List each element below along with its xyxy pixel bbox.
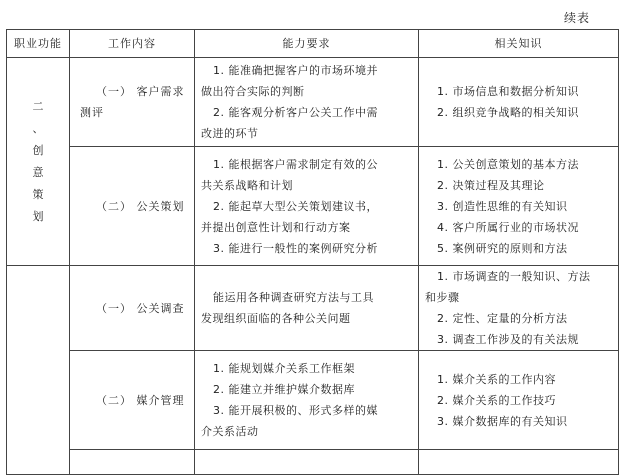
- function-char: 意: [32, 165, 44, 179]
- ability-line: 共关系战略和计划: [201, 178, 293, 192]
- knowledge-line: 3. 调查工作涉及的有关法规: [437, 333, 579, 346]
- ability-cell: [195, 58, 419, 147]
- ability-line: 1. 能规划媒介关系工作框架: [213, 362, 355, 375]
- ability-line: 改进的环节: [201, 127, 259, 140]
- knowledge-line: 3. 媒介数据库的有关知识: [437, 414, 568, 428]
- header-row: [7, 30, 619, 58]
- content-cell: [70, 147, 195, 266]
- function-char: 策: [32, 187, 44, 201]
- skills-table: [6, 29, 619, 475]
- continued-label: 续表: [563, 11, 590, 25]
- content-cell-empty: [70, 450, 195, 475]
- table-row: [7, 351, 619, 450]
- content-line: （二） 公关策划: [96, 199, 185, 213]
- ability-line: 3. 能进行一般性的案例研究分析: [213, 241, 378, 255]
- ability-cell: [195, 351, 419, 450]
- function-cell-creative: [7, 58, 70, 266]
- ability-line: 1. 能准确把握客户的市场环境并: [213, 64, 378, 77]
- knowledge-cell: [419, 266, 619, 351]
- knowledge-line: 3. 创造性思维的有关知识: [437, 199, 568, 213]
- knowledge-line: 1. 媒介关系的工作内容: [437, 372, 556, 386]
- function-char: 创: [32, 143, 44, 157]
- ability-line: 并提出创意性计划和行动方案: [201, 220, 351, 234]
- header-content: 工作内容: [70, 30, 195, 58]
- ability-line: 3. 能开展积极的、形式多样的媒: [213, 404, 378, 417]
- knowledge-line: 5. 案例研究的原则和方法: [437, 241, 568, 255]
- ability-line: 2. 能建立并维护媒介数据库: [213, 383, 355, 396]
- ability-cell: [195, 266, 419, 351]
- knowledge-line: 2. 媒介关系的工作技巧: [437, 393, 556, 407]
- content-line: （一） 客户需求: [96, 85, 185, 98]
- function-char: 、: [32, 121, 44, 135]
- knowledge-line: 1. 市场调查的一般知识、方法: [437, 270, 591, 283]
- content-cell: [70, 58, 195, 147]
- knowledge-cell-empty: [419, 450, 619, 475]
- knowledge-line: 2. 定性、定量的分析方法: [437, 312, 568, 325]
- header-knowledge: 相关知识: [419, 30, 619, 58]
- table-row: [7, 147, 619, 266]
- function-cell-empty: [7, 266, 70, 475]
- knowledge-line: 2. 决策过程及其理论: [437, 178, 545, 192]
- knowledge-line: 4. 客户所属行业的市场状况: [437, 220, 579, 234]
- knowledge-line: 1. 公关创意策划的基本方法: [437, 157, 579, 171]
- knowledge-line: 1. 市场信息和数据分析知识: [437, 85, 579, 98]
- knowledge-line: 2. 组织竞争战略的相关知识: [437, 106, 579, 119]
- ability-line: 做出符合实际的判断: [201, 85, 305, 98]
- ability-line: 2. 能客观分析客户公关工作中需: [213, 106, 378, 119]
- table-row: [7, 58, 619, 147]
- content-line: （二） 媒介管理: [96, 393, 185, 407]
- content-cell: [70, 351, 195, 450]
- knowledge-cell: [419, 58, 619, 147]
- table-row: [7, 266, 619, 351]
- ability-cell-empty: [195, 450, 419, 475]
- knowledge-cell: [419, 147, 619, 266]
- ability-line: 介关系活动: [201, 425, 259, 438]
- content-line: 测评: [80, 106, 104, 119]
- ability-line: 发现组织面临的各种公关问题: [201, 312, 351, 325]
- header-ability: 能力要求: [195, 30, 419, 58]
- knowledge-cell: [419, 351, 619, 450]
- ability-line: 2. 能起草大型公关策划建议书，: [213, 199, 378, 213]
- function-char: 划: [32, 209, 44, 223]
- ability-line: 能运用各种调查研究方法与工具: [213, 291, 374, 304]
- ability-line: 1. 能根据客户需求制定有效的公: [213, 157, 378, 171]
- ability-cell: [195, 147, 419, 266]
- function-char: 二: [32, 99, 44, 113]
- table-row-cut-off: [7, 450, 619, 475]
- content-cell: [70, 266, 195, 351]
- content-line: （一） 公关调查: [96, 301, 185, 315]
- knowledge-line: 和步骤: [425, 291, 460, 304]
- header-function: 职业功能: [7, 30, 70, 58]
